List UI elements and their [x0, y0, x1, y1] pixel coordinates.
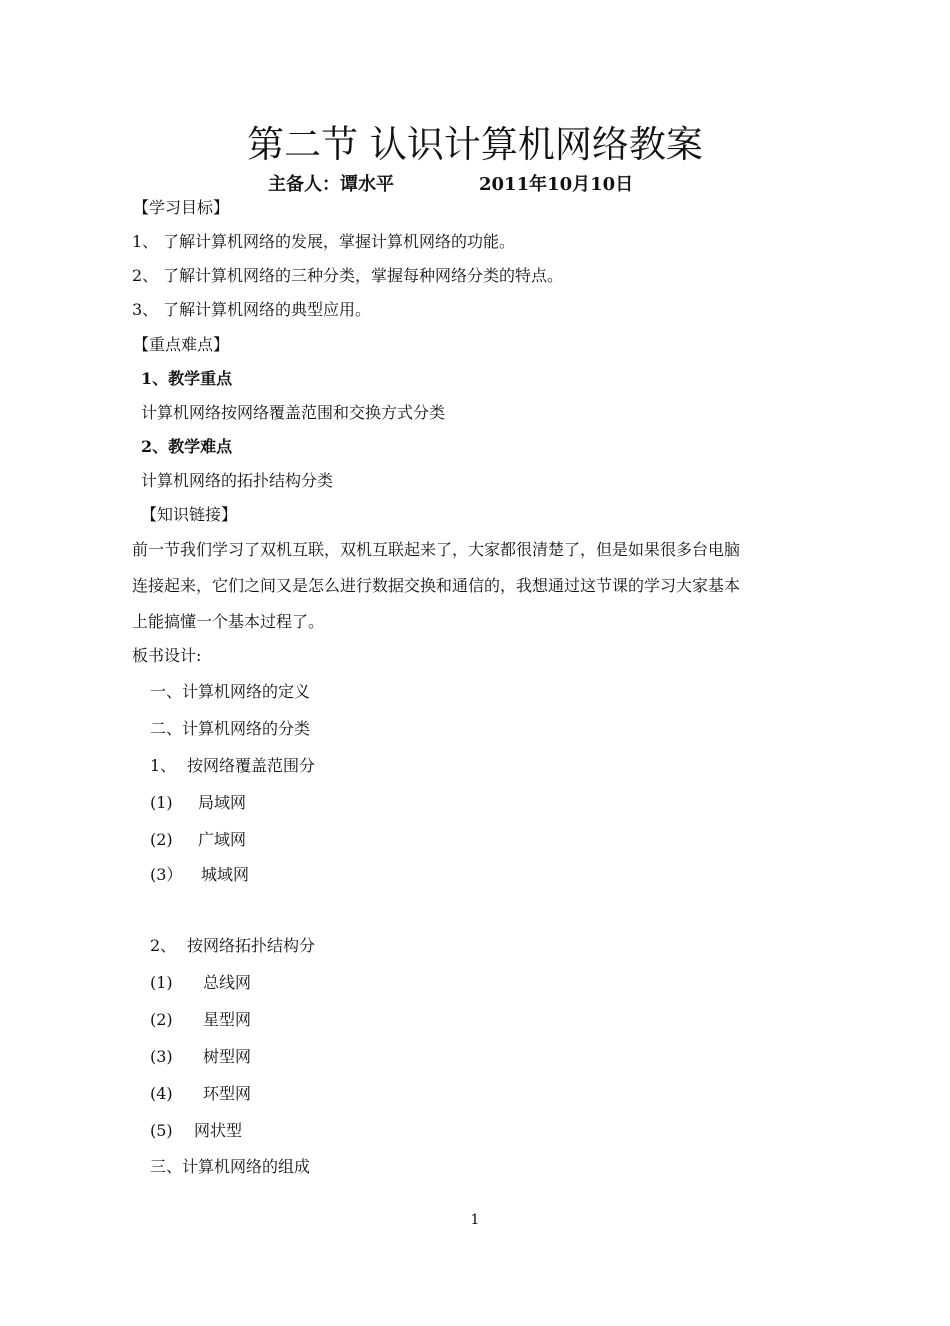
knowledge-link-paragraph-line: 上能搞懂一个基本过程了。: [132, 612, 325, 631]
list-item-text: 局域网: [198, 793, 247, 812]
list-item-text: 树型网: [203, 1047, 252, 1066]
knowledge-link-heading: 【知识链接】: [141, 505, 238, 524]
teaching-difficulty-text: 计算机网络的拓扑结构分类: [141, 471, 334, 490]
list-item-text: 广域网: [198, 830, 247, 849]
list-item: [150, 792, 246, 814]
page-number: 1: [470, 1212, 480, 1228]
author-label: 主备人：谭水平: [268, 174, 394, 195]
list-item-text: 网状型: [194, 1121, 243, 1140]
classification-text: 按网络拓扑结构分: [187, 936, 316, 955]
key-points-heading: 【重点难点】: [133, 335, 230, 354]
list-item-number: (1): [150, 973, 173, 992]
byline: [268, 172, 634, 198]
knowledge-link-paragraph-line: 前一节我们学习了双机互联，双机互联起来了，大家都很清楚了，但是如果很多台电脑: [132, 540, 741, 559]
list-item: [150, 1120, 242, 1142]
objective-number: 1、: [132, 232, 159, 251]
board-design-heading: 板书设计:: [132, 646, 202, 665]
list-item-number: (5): [150, 1121, 173, 1140]
objective-item: [132, 265, 563, 287]
objective-text: 了解计算机网络的发展，掌握计算机网络的功能。: [163, 232, 516, 251]
objective-item: [132, 231, 515, 253]
objective-number: 2、: [132, 266, 159, 285]
teaching-focus-text: 计算机网络按网络覆盖范围和交换方式分类: [141, 403, 446, 422]
classification-text: 按网络覆盖范围分: [187, 756, 316, 775]
list-item: [150, 1046, 251, 1068]
list-item-text: 总线网: [203, 973, 252, 992]
list-item: [150, 1083, 251, 1105]
document-date: 2011年10月10日: [479, 174, 634, 195]
classification-by-topology: [150, 935, 315, 957]
list-item-text: 环型网: [203, 1084, 252, 1103]
board-section-classification: 二、计算机网络的分类: [150, 719, 311, 738]
list-item-number: (4): [150, 1084, 173, 1103]
objective-number: 3、: [132, 300, 159, 319]
objective-item: [132, 299, 371, 321]
objective-text: 了解计算机网络的典型应用。: [163, 300, 372, 319]
board-section-composition: 三、计算机网络的组成: [150, 1157, 311, 1176]
page-title: 第二节 认识计算机网络教案: [247, 123, 703, 166]
list-item-text: 星型网: [203, 1010, 252, 1029]
list-item: [150, 1009, 251, 1031]
objective-text: 了解计算机网络的三种分类，掌握每种网络分类的特点。: [163, 266, 564, 285]
list-item: [150, 829, 246, 851]
teaching-focus-title: 1、教学重点: [141, 369, 233, 388]
list-item: [150, 972, 251, 994]
classification-by-coverage: [150, 755, 315, 777]
list-item-text: 城域网: [201, 865, 250, 884]
list-item-number: (2): [150, 1010, 173, 1029]
list-item-number: (1): [150, 793, 173, 812]
list-item-number: (2): [150, 830, 173, 849]
classification-number: 2、: [150, 936, 177, 955]
list-item: [150, 864, 249, 886]
list-item-number: (3）: [150, 865, 183, 884]
knowledge-link-paragraph-line: 连接起来，它们之间又是怎么进行数据交换和通信的，我想通过这节课的学习大家基本: [132, 576, 741, 595]
classification-number: 1、: [150, 756, 177, 775]
board-section-definition: 一、计算机网络的定义: [150, 682, 311, 701]
teaching-difficulty-title: 2、教学难点: [141, 437, 233, 456]
list-item-number: (3): [150, 1047, 173, 1066]
objectives-heading: 【学习目标】: [133, 198, 230, 217]
